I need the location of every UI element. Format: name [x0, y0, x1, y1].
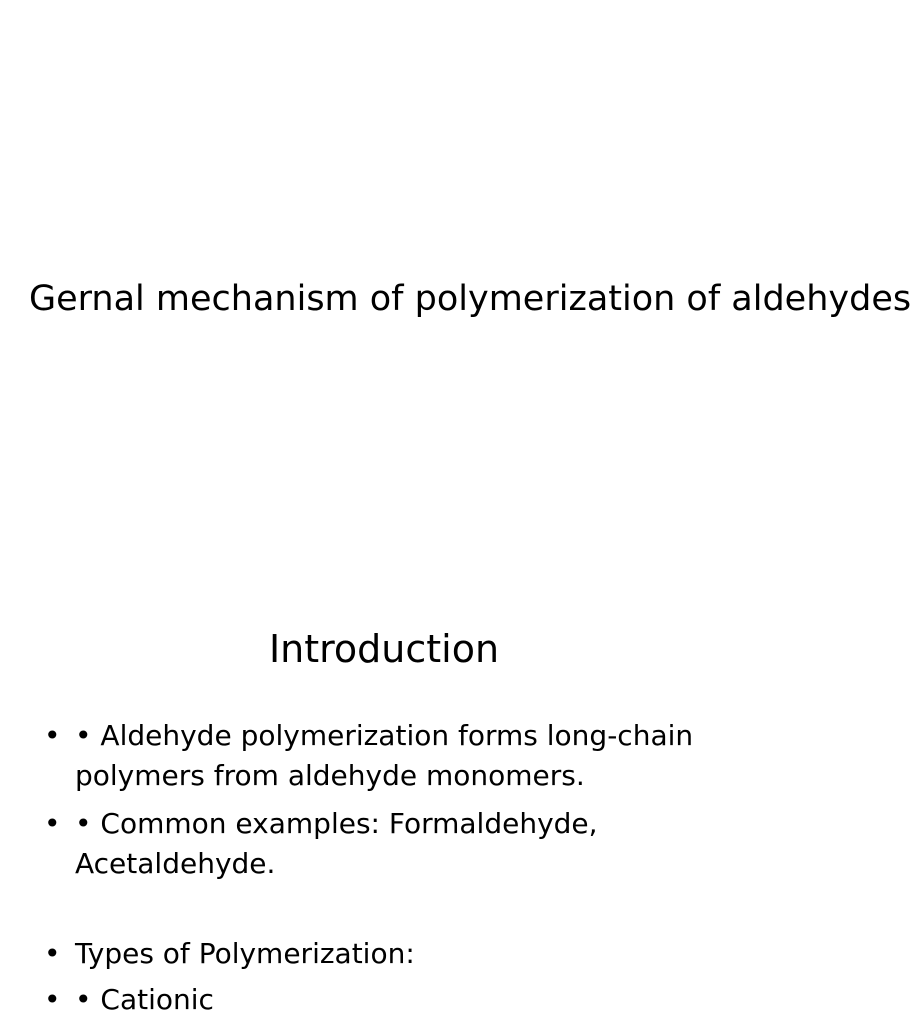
- list-item-text: • Aldehyde polymerization forms long-chain polymers from aldehyde monomers.: [75, 719, 694, 792]
- list-item-text: • Cationic: [75, 983, 214, 1016]
- list-item: [0, 716, 768, 796]
- bullet-icon: •: [44, 937, 61, 970]
- bullet-icon: •: [44, 983, 61, 1016]
- bullet-icon: •: [44, 719, 61, 752]
- list-item: [0, 980, 768, 1020]
- list-item-text: Types of Polymerization:: [75, 937, 415, 970]
- bullet-icon: •: [44, 807, 61, 840]
- introduction-heading: Introduction: [268, 627, 500, 671]
- introduction-bullet-list: [0, 716, 768, 1020]
- list-item: [0, 934, 768, 974]
- list-item-text: • Common examples: Formaldehyde, Acetaldehyde.: [75, 807, 598, 880]
- list-item: [0, 804, 768, 884]
- slide-title: Gernal mechanism of polymerization of aldehydes: [29, 279, 911, 319]
